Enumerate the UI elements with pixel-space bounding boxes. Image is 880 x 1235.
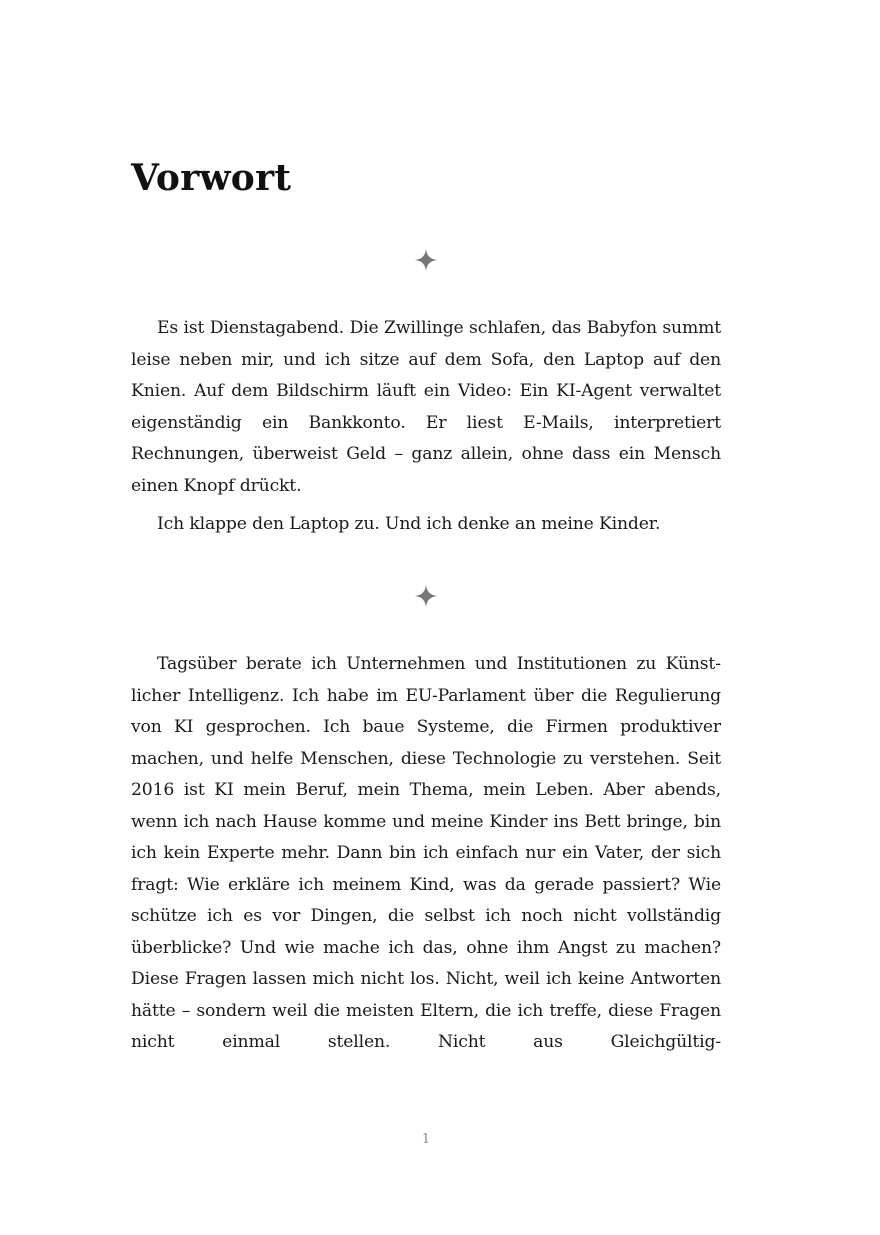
- page-title: Vorwort: [131, 157, 292, 199]
- section-2: [131, 649, 721, 1059]
- paragraph: Ich klappe den Laptop zu. Und ich denke an meine Kinder.: [157, 514, 661, 534]
- four-point-star-icon: [414, 584, 438, 608]
- paragraph: Tagsüber berate ich Unternehmen und Institutionen zu Künstlicher Intelligenz. Ich habe im EU-Parlament über die Regulierung von KI gesprochen. Ich baue Systeme, die Firmen produktiver machen, und helfe Menschen, diese Technologie zu verstehen. Seit 2016 ist KI mein Beruf, mein Thema, mein Leben. Aber abends, wenn ich nach Hause komme und meine Kinder ins Bett bringe, bin ich kein Experte mehr. Dann bin ich einfach nur ein Vater, der sich fragt: Wie erkläre ich meinem Kind, was da gerade passiert? Wie schütze ich es vor Dingen, die selbst ich noch nicht vollständig überblicke? Und wie mache ich das, ohne ihm Angst zu machen? Diese Fragen lassen mich nicht los. Nicht, weil ich keine Antworten hätte – sondern weil die meisten Eltern, die ich treffe, diese Fragen nicht einmal stellen. Nicht aus Gleichgültig-: [131, 654, 721, 1052]
- page-number: 1: [421, 1132, 431, 1147]
- paragraph: Es ist Dienstagabend. Die Zwillinge schlafen, das Babyfon summt leise neben mir, und ich sitze auf dem Sofa, den Laptop auf den Knien. Auf dem Bildschirm läuft ein Video: Ein KI-Agent verwaltet eigenständig ein Bankkonto. Er liest E-Mails, interpretiert Rechnungen, überweist Geld – ganz allein, ohne dass ein Mensch einen Knopf drückt.: [131, 318, 721, 496]
- four-point-star-icon: [414, 248, 438, 272]
- section-1: [131, 313, 721, 541]
